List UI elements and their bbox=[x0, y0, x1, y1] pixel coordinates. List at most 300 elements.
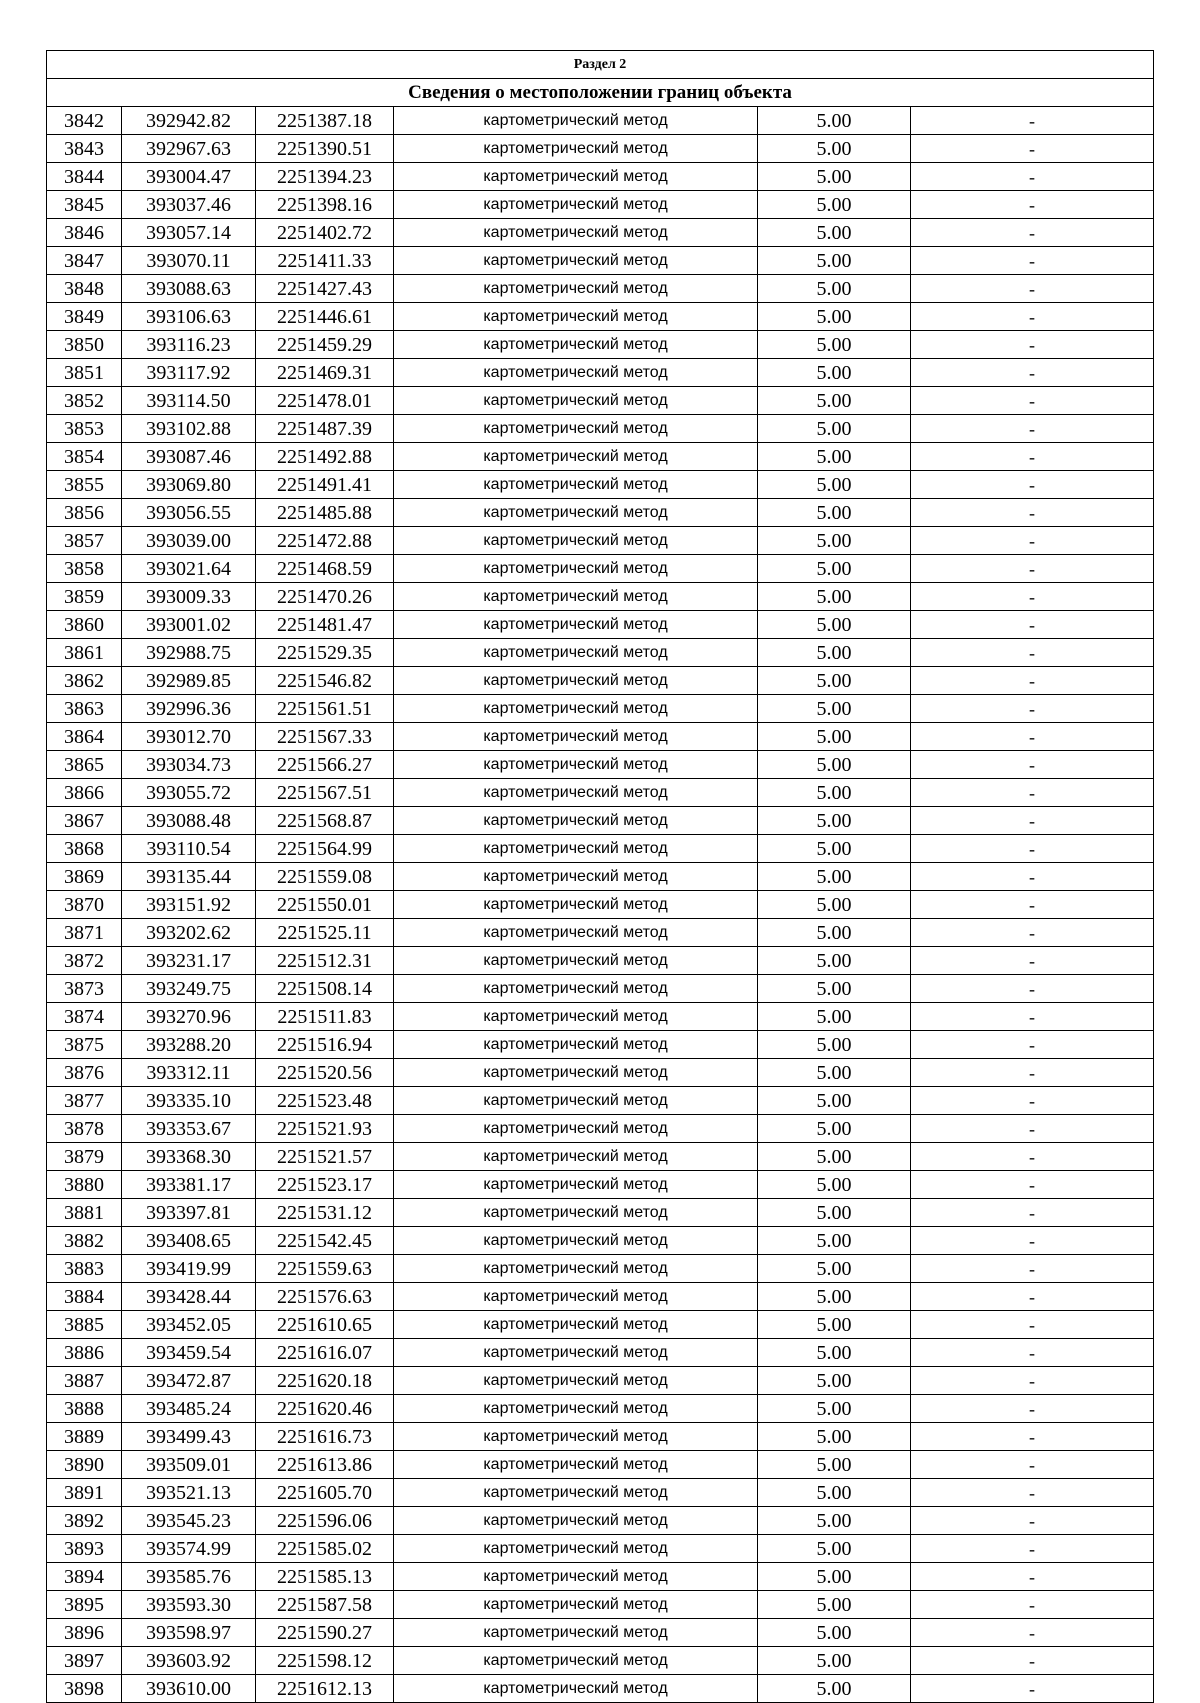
coordinate-x-cell: 393335.10 bbox=[122, 1087, 256, 1115]
coordinate-y-cell: 2251491.41 bbox=[256, 471, 394, 499]
method-cell: картометрический метод bbox=[394, 1227, 758, 1255]
coordinate-y-cell: 2251585.13 bbox=[256, 1563, 394, 1591]
coordinate-x-cell: 393087.46 bbox=[122, 443, 256, 471]
method-cell: картометрический метод bbox=[394, 1479, 758, 1507]
accuracy-cell: 5.00 bbox=[758, 583, 911, 611]
accuracy-cell: 5.00 bbox=[758, 443, 911, 471]
method-cell: картометрический метод bbox=[394, 331, 758, 359]
coordinate-y-cell: 2251576.63 bbox=[256, 1283, 394, 1311]
note-cell: - bbox=[911, 415, 1154, 443]
point-number-cell: 3853 bbox=[47, 415, 122, 443]
coordinate-y-cell: 2251511.83 bbox=[256, 1003, 394, 1031]
accuracy-cell: 5.00 bbox=[758, 1535, 911, 1563]
table-row bbox=[47, 807, 1154, 835]
accuracy-cell: 5.00 bbox=[758, 1199, 911, 1227]
note-cell: - bbox=[911, 639, 1154, 667]
coordinate-x-cell: 393151.92 bbox=[122, 891, 256, 919]
table-row bbox=[47, 1675, 1154, 1703]
point-number-cell: 3846 bbox=[47, 219, 122, 247]
table-row bbox=[47, 135, 1154, 163]
coordinate-x-cell: 393110.54 bbox=[122, 835, 256, 863]
point-number-cell: 3887 bbox=[47, 1367, 122, 1395]
method-cell: картометрический метод bbox=[394, 1003, 758, 1031]
accuracy-cell: 5.00 bbox=[758, 1507, 911, 1535]
note-cell: - bbox=[911, 1059, 1154, 1087]
table-row bbox=[47, 275, 1154, 303]
point-number-cell: 3858 bbox=[47, 555, 122, 583]
note-cell: - bbox=[911, 107, 1154, 135]
method-cell: картометрический метод bbox=[394, 359, 758, 387]
accuracy-cell: 5.00 bbox=[758, 331, 911, 359]
method-cell: картометрический метод bbox=[394, 1367, 758, 1395]
note-cell: - bbox=[911, 779, 1154, 807]
note-cell: - bbox=[911, 695, 1154, 723]
table-row bbox=[47, 723, 1154, 751]
note-cell: - bbox=[911, 191, 1154, 219]
table-row bbox=[47, 1647, 1154, 1675]
coordinate-x-cell: 393419.99 bbox=[122, 1255, 256, 1283]
coordinate-x-cell: 393070.11 bbox=[122, 247, 256, 275]
note-cell: - bbox=[911, 1563, 1154, 1591]
point-number-cell: 3850 bbox=[47, 331, 122, 359]
coordinate-x-cell: 392988.75 bbox=[122, 639, 256, 667]
coordinate-x-cell: 393585.76 bbox=[122, 1563, 256, 1591]
coordinate-x-cell: 393106.63 bbox=[122, 303, 256, 331]
note-cell: - bbox=[911, 1395, 1154, 1423]
table-row bbox=[47, 1451, 1154, 1479]
note-cell: - bbox=[911, 499, 1154, 527]
point-number-cell: 3871 bbox=[47, 919, 122, 947]
note-cell: - bbox=[911, 275, 1154, 303]
coordinate-y-cell: 2251613.86 bbox=[256, 1451, 394, 1479]
accuracy-cell: 5.00 bbox=[758, 1563, 911, 1591]
accuracy-cell: 5.00 bbox=[758, 835, 911, 863]
method-cell: картометрический метод bbox=[394, 247, 758, 275]
note-cell: - bbox=[911, 1115, 1154, 1143]
coordinate-x-cell: 393004.47 bbox=[122, 163, 256, 191]
point-number-cell: 3854 bbox=[47, 443, 122, 471]
method-cell: картометрический метод bbox=[394, 1675, 758, 1703]
coordinate-x-cell: 393114.50 bbox=[122, 387, 256, 415]
point-number-cell: 3876 bbox=[47, 1059, 122, 1087]
point-number-cell: 3880 bbox=[47, 1171, 122, 1199]
table-row bbox=[47, 1591, 1154, 1619]
table-row bbox=[47, 387, 1154, 415]
accuracy-cell: 5.00 bbox=[758, 1619, 911, 1647]
point-number-cell: 3883 bbox=[47, 1255, 122, 1283]
coordinate-x-cell: 393545.23 bbox=[122, 1507, 256, 1535]
table-row bbox=[47, 835, 1154, 863]
accuracy-cell: 5.00 bbox=[758, 947, 911, 975]
method-cell: картометрический метод bbox=[394, 1563, 758, 1591]
coordinate-y-cell: 2251468.59 bbox=[256, 555, 394, 583]
accuracy-cell: 5.00 bbox=[758, 191, 911, 219]
coordinate-y-cell: 2251610.65 bbox=[256, 1311, 394, 1339]
accuracy-cell: 5.00 bbox=[758, 1423, 911, 1451]
note-cell: - bbox=[911, 359, 1154, 387]
note-cell: - bbox=[911, 1423, 1154, 1451]
coordinate-x-cell: 393499.43 bbox=[122, 1423, 256, 1451]
coordinate-x-cell: 392989.85 bbox=[122, 667, 256, 695]
point-number-cell: 3888 bbox=[47, 1395, 122, 1423]
coordinate-x-cell: 393397.81 bbox=[122, 1199, 256, 1227]
point-number-cell: 3882 bbox=[47, 1227, 122, 1255]
table-row bbox=[47, 1311, 1154, 1339]
method-cell: картометрический метод bbox=[394, 135, 758, 163]
coordinate-x-cell: 393610.00 bbox=[122, 1675, 256, 1703]
coordinate-x-cell: 393428.44 bbox=[122, 1283, 256, 1311]
method-cell: картометрический метод bbox=[394, 1031, 758, 1059]
coordinate-y-cell: 2251512.31 bbox=[256, 947, 394, 975]
coordinate-y-cell: 2251492.88 bbox=[256, 443, 394, 471]
point-number-cell: 3884 bbox=[47, 1283, 122, 1311]
coordinate-x-cell: 393037.46 bbox=[122, 191, 256, 219]
table-row bbox=[47, 555, 1154, 583]
table-row bbox=[47, 1003, 1154, 1031]
coordinate-y-cell: 2251508.14 bbox=[256, 975, 394, 1003]
method-cell: картометрический метод bbox=[394, 975, 758, 1003]
method-cell: картометрический метод bbox=[394, 163, 758, 191]
method-cell: картометрический метод bbox=[394, 611, 758, 639]
table-row bbox=[47, 611, 1154, 639]
table-row bbox=[47, 1423, 1154, 1451]
accuracy-cell: 5.00 bbox=[758, 527, 911, 555]
accuracy-cell: 5.00 bbox=[758, 359, 911, 387]
coordinate-x-cell: 393088.48 bbox=[122, 807, 256, 835]
table-row bbox=[47, 191, 1154, 219]
table-row bbox=[47, 1059, 1154, 1087]
table-row bbox=[47, 1507, 1154, 1535]
coordinate-y-cell: 2251521.57 bbox=[256, 1143, 394, 1171]
table-row bbox=[47, 1171, 1154, 1199]
table-row bbox=[47, 1031, 1154, 1059]
table-row bbox=[47, 499, 1154, 527]
coordinate-y-cell: 2251542.45 bbox=[256, 1227, 394, 1255]
method-cell: картометрический метод bbox=[394, 1143, 758, 1171]
table-row bbox=[47, 1115, 1154, 1143]
note-cell: - bbox=[911, 555, 1154, 583]
accuracy-cell: 5.00 bbox=[758, 135, 911, 163]
point-number-cell: 3891 bbox=[47, 1479, 122, 1507]
point-number-cell: 3843 bbox=[47, 135, 122, 163]
coordinate-y-cell: 2251459.29 bbox=[256, 331, 394, 359]
point-number-cell: 3892 bbox=[47, 1507, 122, 1535]
coordinate-y-cell: 2251481.47 bbox=[256, 611, 394, 639]
boundary-coordinates-table bbox=[46, 50, 1154, 1703]
note-cell: - bbox=[911, 135, 1154, 163]
note-cell: - bbox=[911, 1087, 1154, 1115]
accuracy-cell: 5.00 bbox=[758, 1675, 911, 1703]
accuracy-cell: 5.00 bbox=[758, 919, 911, 947]
coordinate-y-cell: 2251585.02 bbox=[256, 1535, 394, 1563]
coordinate-y-cell: 2251550.01 bbox=[256, 891, 394, 919]
point-number-cell: 3898 bbox=[47, 1675, 122, 1703]
point-number-cell: 3860 bbox=[47, 611, 122, 639]
note-cell: - bbox=[911, 919, 1154, 947]
accuracy-cell: 5.00 bbox=[758, 1479, 911, 1507]
coordinate-x-cell: 393472.87 bbox=[122, 1367, 256, 1395]
point-number-cell: 3863 bbox=[47, 695, 122, 723]
table-row bbox=[47, 1143, 1154, 1171]
method-cell: картометрический метод bbox=[394, 891, 758, 919]
coordinate-y-cell: 2251564.99 bbox=[256, 835, 394, 863]
coordinate-x-cell: 393521.13 bbox=[122, 1479, 256, 1507]
coordinate-y-cell: 2251523.17 bbox=[256, 1171, 394, 1199]
accuracy-cell: 5.00 bbox=[758, 751, 911, 779]
method-cell: картометрический метод bbox=[394, 387, 758, 415]
coordinate-y-cell: 2251411.33 bbox=[256, 247, 394, 275]
note-cell: - bbox=[911, 443, 1154, 471]
table-row bbox=[47, 527, 1154, 555]
coordinate-x-cell: 393102.88 bbox=[122, 415, 256, 443]
coordinate-x-cell: 393270.96 bbox=[122, 1003, 256, 1031]
accuracy-cell: 5.00 bbox=[758, 1059, 911, 1087]
note-cell: - bbox=[911, 1675, 1154, 1703]
coordinate-x-cell: 393408.65 bbox=[122, 1227, 256, 1255]
table-row bbox=[47, 667, 1154, 695]
table-row bbox=[47, 1283, 1154, 1311]
coordinate-x-cell: 393009.33 bbox=[122, 583, 256, 611]
coordinate-x-cell: 393001.02 bbox=[122, 611, 256, 639]
method-cell: картометрический метод bbox=[394, 1311, 758, 1339]
method-cell: картометрический метод bbox=[394, 303, 758, 331]
point-number-cell: 3855 bbox=[47, 471, 122, 499]
coordinate-y-cell: 2251605.70 bbox=[256, 1479, 394, 1507]
point-number-cell: 3881 bbox=[47, 1199, 122, 1227]
coordinate-x-cell: 393012.70 bbox=[122, 723, 256, 751]
accuracy-cell: 5.00 bbox=[758, 499, 911, 527]
coordinate-y-cell: 2251566.27 bbox=[256, 751, 394, 779]
method-cell: картометрический метод bbox=[394, 219, 758, 247]
point-number-cell: 3894 bbox=[47, 1563, 122, 1591]
coordinate-y-cell: 2251559.08 bbox=[256, 863, 394, 891]
accuracy-cell: 5.00 bbox=[758, 1003, 911, 1031]
point-number-cell: 3893 bbox=[47, 1535, 122, 1563]
method-cell: картометрический метод bbox=[394, 107, 758, 135]
coordinate-x-cell: 393088.63 bbox=[122, 275, 256, 303]
method-cell: картометрический метод bbox=[394, 807, 758, 835]
method-cell: картометрический метод bbox=[394, 1395, 758, 1423]
method-cell: картометрический метод bbox=[394, 1535, 758, 1563]
coordinate-x-cell: 393598.97 bbox=[122, 1619, 256, 1647]
coordinate-y-cell: 2251478.01 bbox=[256, 387, 394, 415]
point-number-cell: 3842 bbox=[47, 107, 122, 135]
point-number-cell: 3868 bbox=[47, 835, 122, 863]
point-number-cell: 3849 bbox=[47, 303, 122, 331]
accuracy-cell: 5.00 bbox=[758, 695, 911, 723]
coordinate-y-cell: 2251596.06 bbox=[256, 1507, 394, 1535]
table-row bbox=[47, 1339, 1154, 1367]
coordinate-y-cell: 2251523.48 bbox=[256, 1087, 394, 1115]
coordinate-y-cell: 2251427.43 bbox=[256, 275, 394, 303]
method-cell: картометрический метод bbox=[394, 1255, 758, 1283]
note-cell: - bbox=[911, 1227, 1154, 1255]
accuracy-cell: 5.00 bbox=[758, 1087, 911, 1115]
point-number-cell: 3873 bbox=[47, 975, 122, 1003]
method-cell: картометрический метод bbox=[394, 1171, 758, 1199]
coordinate-x-cell: 393288.20 bbox=[122, 1031, 256, 1059]
coordinate-x-cell: 392942.82 bbox=[122, 107, 256, 135]
note-cell: - bbox=[911, 1003, 1154, 1031]
note-cell: - bbox=[911, 387, 1154, 415]
coordinate-y-cell: 2251472.88 bbox=[256, 527, 394, 555]
note-cell: - bbox=[911, 1451, 1154, 1479]
method-cell: картометрический метод bbox=[394, 947, 758, 975]
note-cell: - bbox=[911, 1367, 1154, 1395]
coordinate-x-cell: 392967.63 bbox=[122, 135, 256, 163]
table-row bbox=[47, 163, 1154, 191]
accuracy-cell: 5.00 bbox=[758, 415, 911, 443]
coordinate-x-cell: 393117.92 bbox=[122, 359, 256, 387]
accuracy-cell: 5.00 bbox=[758, 107, 911, 135]
point-number-cell: 3869 bbox=[47, 863, 122, 891]
point-number-cell: 3844 bbox=[47, 163, 122, 191]
point-number-cell: 3856 bbox=[47, 499, 122, 527]
method-cell: картометрический метод bbox=[394, 667, 758, 695]
coordinate-x-cell: 393509.01 bbox=[122, 1451, 256, 1479]
coordinate-y-cell: 2251616.07 bbox=[256, 1339, 394, 1367]
table-body bbox=[47, 51, 1154, 1703]
method-cell: картометрический метод bbox=[394, 835, 758, 863]
point-number-cell: 3875 bbox=[47, 1031, 122, 1059]
coordinate-x-cell: 393353.67 bbox=[122, 1115, 256, 1143]
method-cell: картометрический метод bbox=[394, 443, 758, 471]
accuracy-cell: 5.00 bbox=[758, 975, 911, 1003]
method-cell: картометрический метод bbox=[394, 751, 758, 779]
coordinate-x-cell: 393593.30 bbox=[122, 1591, 256, 1619]
coordinate-y-cell: 2251612.13 bbox=[256, 1675, 394, 1703]
coordinate-y-cell: 2251390.51 bbox=[256, 135, 394, 163]
coordinate-y-cell: 2251516.94 bbox=[256, 1031, 394, 1059]
table-row bbox=[47, 919, 1154, 947]
method-cell: картометрический метод bbox=[394, 1283, 758, 1311]
title-row bbox=[47, 79, 1154, 107]
method-cell: картометрический метод bbox=[394, 695, 758, 723]
coordinate-y-cell: 2251620.18 bbox=[256, 1367, 394, 1395]
coordinate-y-cell: 2251398.16 bbox=[256, 191, 394, 219]
coordinate-y-cell: 2251469.31 bbox=[256, 359, 394, 387]
point-number-cell: 3890 bbox=[47, 1451, 122, 1479]
point-number-cell: 3896 bbox=[47, 1619, 122, 1647]
accuracy-cell: 5.00 bbox=[758, 1115, 911, 1143]
note-cell: - bbox=[911, 807, 1154, 835]
accuracy-cell: 5.00 bbox=[758, 163, 911, 191]
table-row bbox=[47, 1367, 1154, 1395]
table-row bbox=[47, 1199, 1154, 1227]
method-cell: картометрический метод bbox=[394, 1423, 758, 1451]
coordinate-y-cell: 2251470.26 bbox=[256, 583, 394, 611]
note-cell: - bbox=[911, 1591, 1154, 1619]
table-title: Сведения о местоположении границ объекта bbox=[47, 79, 1154, 107]
method-cell: картометрический метод bbox=[394, 919, 758, 947]
note-cell: - bbox=[911, 1031, 1154, 1059]
coordinate-x-cell: 393231.17 bbox=[122, 947, 256, 975]
table-row bbox=[47, 779, 1154, 807]
coordinate-x-cell: 393056.55 bbox=[122, 499, 256, 527]
accuracy-cell: 5.00 bbox=[758, 891, 911, 919]
coordinate-y-cell: 2251521.93 bbox=[256, 1115, 394, 1143]
coordinate-y-cell: 2251487.39 bbox=[256, 415, 394, 443]
note-cell: - bbox=[911, 303, 1154, 331]
table-row bbox=[47, 303, 1154, 331]
method-cell: картометрический метод bbox=[394, 275, 758, 303]
accuracy-cell: 5.00 bbox=[758, 667, 911, 695]
method-cell: картометрический метод bbox=[394, 415, 758, 443]
table-row bbox=[47, 471, 1154, 499]
method-cell: картометрический метод bbox=[394, 1059, 758, 1087]
note-cell: - bbox=[911, 891, 1154, 919]
table-row bbox=[47, 1563, 1154, 1591]
table-row bbox=[47, 947, 1154, 975]
accuracy-cell: 5.00 bbox=[758, 387, 911, 415]
table-row bbox=[47, 751, 1154, 779]
coordinate-y-cell: 2251387.18 bbox=[256, 107, 394, 135]
point-number-cell: 3866 bbox=[47, 779, 122, 807]
note-cell: - bbox=[911, 1479, 1154, 1507]
coordinate-x-cell: 393034.73 bbox=[122, 751, 256, 779]
note-cell: - bbox=[911, 611, 1154, 639]
coordinate-x-cell: 393312.11 bbox=[122, 1059, 256, 1087]
table-row bbox=[47, 695, 1154, 723]
method-cell: картометрический метод bbox=[394, 1647, 758, 1675]
coordinate-x-cell: 393069.80 bbox=[122, 471, 256, 499]
point-number-cell: 3886 bbox=[47, 1339, 122, 1367]
note-cell: - bbox=[911, 751, 1154, 779]
coordinate-y-cell: 2251485.88 bbox=[256, 499, 394, 527]
point-number-cell: 3862 bbox=[47, 667, 122, 695]
method-cell: картометрический метод bbox=[394, 1115, 758, 1143]
note-cell: - bbox=[911, 863, 1154, 891]
table-row bbox=[47, 359, 1154, 387]
coordinate-x-cell: 392996.36 bbox=[122, 695, 256, 723]
note-cell: - bbox=[911, 471, 1154, 499]
coordinate-x-cell: 393485.24 bbox=[122, 1395, 256, 1423]
note-cell: - bbox=[911, 527, 1154, 555]
coordinate-y-cell: 2251446.61 bbox=[256, 303, 394, 331]
note-cell: - bbox=[911, 1647, 1154, 1675]
point-number-cell: 3847 bbox=[47, 247, 122, 275]
note-cell: - bbox=[911, 835, 1154, 863]
accuracy-cell: 5.00 bbox=[758, 1031, 911, 1059]
method-cell: картометрический метод bbox=[394, 1199, 758, 1227]
note-cell: - bbox=[911, 1255, 1154, 1283]
note-cell: - bbox=[911, 247, 1154, 275]
accuracy-cell: 5.00 bbox=[758, 1339, 911, 1367]
note-cell: - bbox=[911, 1143, 1154, 1171]
section-header-row bbox=[47, 51, 1154, 79]
coordinate-y-cell: 2251520.56 bbox=[256, 1059, 394, 1087]
point-number-cell: 3878 bbox=[47, 1115, 122, 1143]
coordinate-y-cell: 2251546.82 bbox=[256, 667, 394, 695]
accuracy-cell: 5.00 bbox=[758, 723, 911, 751]
coordinate-y-cell: 2251567.33 bbox=[256, 723, 394, 751]
coordinate-x-cell: 393368.30 bbox=[122, 1143, 256, 1171]
coordinate-x-cell: 393021.64 bbox=[122, 555, 256, 583]
accuracy-cell: 5.00 bbox=[758, 1647, 911, 1675]
coordinate-y-cell: 2251394.23 bbox=[256, 163, 394, 191]
point-number-cell: 3879 bbox=[47, 1143, 122, 1171]
method-cell: картометрический метод bbox=[394, 779, 758, 807]
coordinate-y-cell: 2251559.63 bbox=[256, 1255, 394, 1283]
point-number-cell: 3872 bbox=[47, 947, 122, 975]
accuracy-cell: 5.00 bbox=[758, 219, 911, 247]
method-cell: картометрический метод bbox=[394, 723, 758, 751]
note-cell: - bbox=[911, 1535, 1154, 1563]
coordinate-y-cell: 2251587.58 bbox=[256, 1591, 394, 1619]
note-cell: - bbox=[911, 667, 1154, 695]
note-cell: - bbox=[911, 947, 1154, 975]
table-row bbox=[47, 219, 1154, 247]
